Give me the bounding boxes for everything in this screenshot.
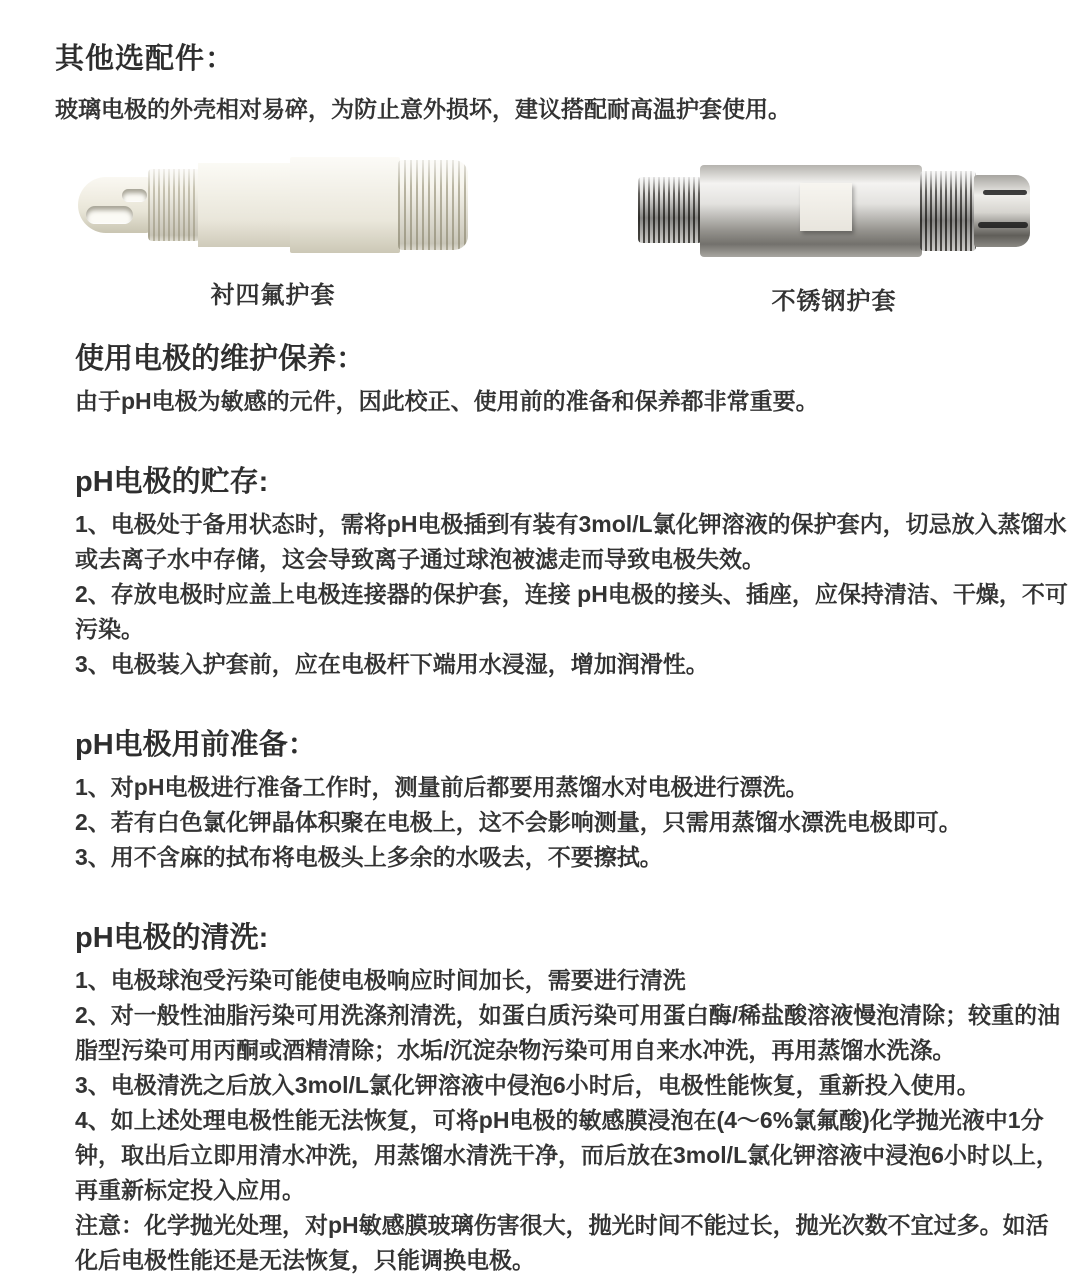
steel-thread-right (920, 171, 976, 251)
steel-body-label (800, 183, 852, 231)
product-caption-ptfe: 衬四氟护套 (210, 282, 336, 309)
ptfe-thread-collar (148, 169, 200, 241)
section-heading: pH电极用前准备： (75, 729, 317, 761)
list-item: 3、用不含麻的拭布将电极头上多余的水吸去，不要擦拭。 (75, 844, 663, 870)
ptfe-body (290, 157, 400, 253)
ptfe-thread-end (398, 160, 468, 250)
product-steel-sleeve (638, 157, 1030, 316)
ptfe-tip-slot (86, 206, 133, 224)
product-ptfe-sleeve (78, 157, 468, 310)
list-item: 2、对一般性油脂污染可用洗涤剂清洗，如蛋白质污染可用蛋白酶/稀盐酸溶液慢泡清除；较重的油脂型污染可用丙酮或酒精清除；水垢/沉淀杂物污染可用自来水冲洗，再用蒸馏水洗涤。 (75, 1002, 1061, 1063)
intro-text: 玻璃电极的外壳相对易碎，为防止意外损坏，建议搭配耐高温护套使用。 (55, 96, 791, 122)
content-sections (75, 336, 1068, 1278)
note-text: 注意：化学抛光处理，对pH敏感膜玻璃伤害很大，抛光时间不能过长，抛光次数不宜过多。如活化后电极性能还是无法恢复，只能调换电极。 (75, 1212, 1049, 1273)
list-item: 2、存放电极时应盖上电极连接器的保护套，连接 pH电极的接头、插座，应保持清洁、干燥，不可污染。 (75, 581, 1068, 642)
list-item: 1、电极球泡受污染可能使电极响应时间加长，需要进行清洗 (75, 967, 686, 993)
steel-sleeve-image (638, 163, 1030, 259)
ptfe-body (198, 163, 292, 247)
list-item: 3、电极装入护套前，应在电极杆下端用水浸湿，增加润滑性。 (75, 651, 709, 677)
section-heading: 使用电极的维护保养： (75, 343, 366, 375)
list-item: 4、如上述处理电极性能无法恢复，可将pH电极的敏感膜浸泡在(4～6%氯氟酸)化学抛光液中1分钟，取出后立即用清水冲洗，用蒸馏水清洗干净，而后放在3mol/L氯化钾溶液中浸泡6小时以上，再重新标定投入应用。 (75, 1107, 1059, 1203)
ptfe-sleeve-image (78, 157, 468, 253)
body-text: 由于pH电极为敏感的元件，因此校正、使用前的准备和保养都非常重要。 (75, 388, 819, 414)
steel-body (700, 165, 922, 257)
products-row (78, 157, 1030, 316)
section-maintenance (75, 336, 1068, 419)
product-caption-steel: 不锈钢护套 (771, 288, 897, 315)
section-cleaning (75, 915, 1068, 1278)
section-preparation (75, 722, 1068, 875)
ptfe-tip (78, 177, 150, 233)
list-item: 1、对pH电极进行准备工作时，测量前后都要用蒸馏水对电极进行漂洗。 (75, 774, 809, 800)
section-storage (75, 459, 1068, 682)
section-heading: pH电极的贮存: (75, 466, 269, 498)
steel-collet-end (974, 175, 1030, 247)
ptfe-tip-slot (122, 189, 147, 202)
section-heading: pH电极的清洗: (75, 922, 269, 954)
steel-thread-left (638, 177, 702, 243)
steel-collet-slit (983, 190, 1027, 195)
list-item: 3、电极清洗之后放入3mol/L氯化钾溶液中侵泡6小时后，电极性能恢复，重新投入使用。 (75, 1072, 980, 1098)
page-title: 其他选配件： (55, 43, 236, 75)
list-item: 1、电极处于备用状态时，需将pH电极插到有装有3mol/L氯化钾溶液的保护套内，切忌放入蒸馏水或去离子水中存储，这会导致离子通过球泡被滤走而导致电极失效。 (75, 511, 1067, 572)
steel-collet-slit (978, 222, 1028, 228)
top-block (0, 0, 1080, 125)
list-item: 2、若有白色氯化钾晶体积聚在电极上，这不会影响测量，只需用蒸馏水漂洗电极即可。 (75, 809, 962, 835)
